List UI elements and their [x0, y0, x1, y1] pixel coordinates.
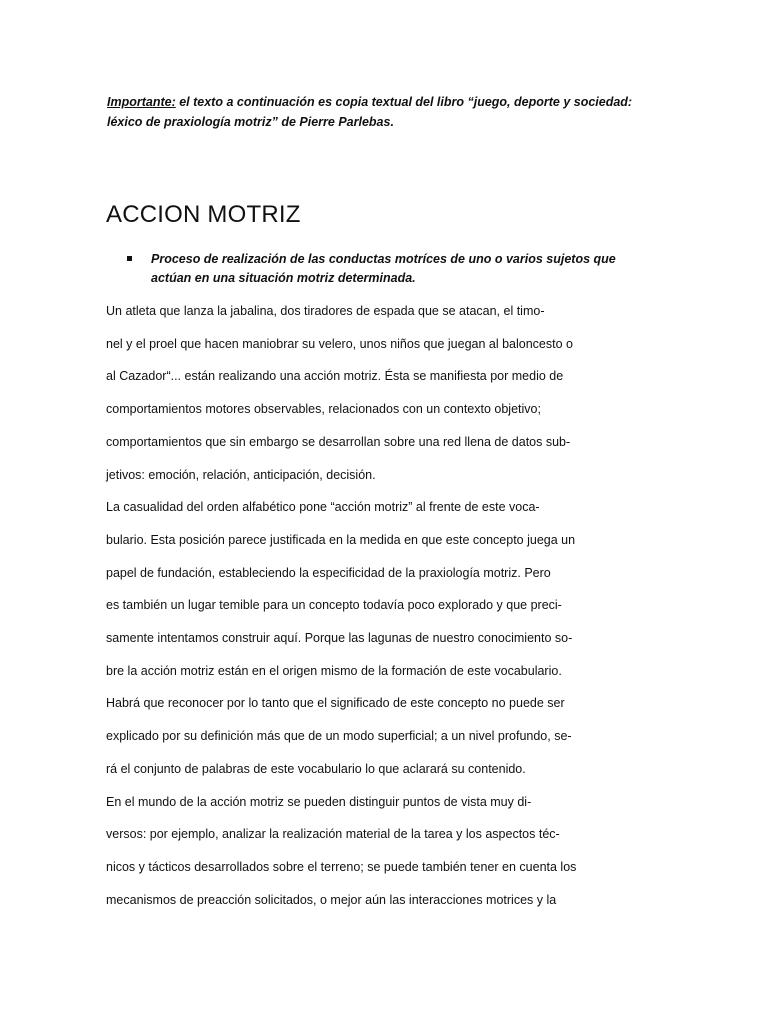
body-line: comportamientos motores observables, relacionados con un contexto objetivo; [106, 402, 541, 417]
body-line: Habrá que reconocer por lo tanto que el significado de este concepto no puede ser [106, 696, 565, 711]
body-line: nel y el proel que hacen maniobrar su velero, unos niños que juegan al baloncesto o [106, 336, 573, 351]
body-line: rá el conjunto de palabras de este vocabulario lo que aclarará su contenido. [106, 761, 526, 776]
square-bullet-icon [127, 256, 132, 261]
body-line: bulario. Esta posición parece justificada en la medida en que este concepto juega un [106, 532, 576, 547]
page-title: ACCION MOTRIZ [106, 201, 301, 228]
body-line: versos: por ejemplo, analizar la realización material de la tarea y los aspectos téc- [106, 827, 560, 842]
definition-text: Proceso de realización de las conductas motríces de uno o varios sujetos que actúan en una situación motriz determinada. [151, 252, 616, 285]
body-line: samente intentamos construir aquí. Porque las lagunas de nuestro conocimiento so- [106, 631, 573, 645]
body-line: nicos y tácticos desarrollados sobre el terreno; se puede también tener en cuenta los [106, 859, 577, 874]
body-line: jetivos: emoción, relación, anticipación, decisión. [106, 467, 376, 482]
body-line: En el mundo de la acción motriz se pueden distinguir puntos de vista muy di- [106, 794, 532, 809]
body-line: Un atleta que lanza la jabalina, dos tiradores de espada que se atacan, el timo- [106, 304, 545, 318]
intro-note [107, 92, 667, 132]
body-line: papel de fundación, estableciendo la especificidad de la praxiología motriz. Pero [106, 565, 551, 580]
body-line: comportamientos que sin embargo se desarrollan sobre una red llena de datos sub- [106, 434, 571, 449]
body-line: al Cazador“... están realizando una acción motriz. Ésta se manifiesta por medio de [106, 369, 564, 384]
body-line: La casualidad del orden alfabético pone “acción motriz” al frente de este voca- [106, 500, 540, 515]
body-line: es también un lugar temible para un concepto todavía poco explorado y que preci- [106, 598, 562, 613]
body-line: bre la acción motriz están en el origen mismo de la formación de este vocabulario. [106, 663, 562, 678]
note-text: el texto a continuación es copia textual del libro “juego, deporte y sociedad: léxico de praxiología motriz” de Pierre Parlebas. [107, 95, 633, 129]
note-label: Importante: [107, 95, 176, 109]
body-line: explicado por su definición más que de un modo superficial; a un nivel profundo, se- [106, 729, 572, 744]
body-line: mecanismos de preacción solicitados, o mejor aún las interacciones motrices y la [106, 892, 557, 907]
